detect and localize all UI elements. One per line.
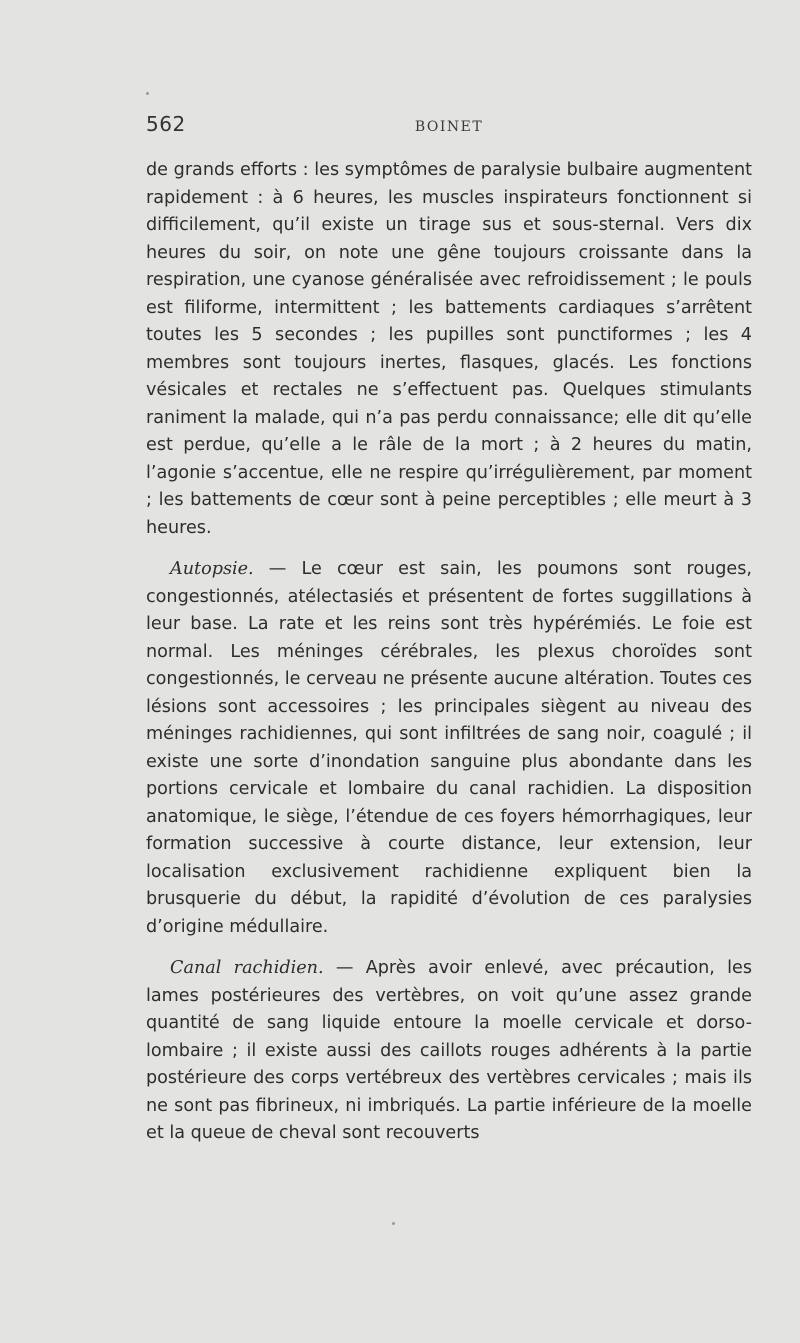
- paragraph-lead-autopsie: Autopsie.: [170, 559, 254, 579]
- page-number: 562: [146, 112, 186, 136]
- paper-speck: [392, 1222, 395, 1225]
- paragraph-text: — Le cœur est sain, les poumons sont rouges, congestionnés, atélectasiés et présentent de fortes suggillations à leur base. La rate et les reins sont très hypérémiés. Le foie est normal. Les méninges cérébrales, les plexus choroïdes sont congestionnés, le cerveau ne présente aucune altération. Toutes ces lésions sont accessoires ; les principales siègent au niveau des méninges rachidiennes, qui sont infiltrées de sang noir, coagulé ; il existe une sorte d’inondation sanguine plus abondante dans les portions cervicale et lombaire du canal rachidien. La disposition anatomique, le siège, l’étendue de ces foyers hémorrhagiques, leur formation successive à courte distance, leur extension, leur localisation exclusivement rachidienne expliquent bien la brusquerie du début, la rapidité d’évolution de ces paralysies d’origine médullaire.: [146, 559, 752, 937]
- paper-speck: [146, 92, 149, 95]
- page-header: [146, 112, 752, 142]
- paragraph-canal-rachidien: [146, 955, 752, 1148]
- body-text: [146, 157, 752, 1148]
- running-head: BOINET: [414, 119, 484, 135]
- paragraph-autopsie: [146, 556, 752, 941]
- paragraph-text: de grands efforts : les symptômes de paralysie bulbaire augmentent rapidement : à 6 heures, les muscles inspirateurs fonctionnent si difficilement, qu’il existe un tirage sus et sous-sternal. Vers dix heures du soir, on note une gêne toujours croissante dans la respiration, une cyanose généralisée avec refroidissement ; le pouls est filiforme, intermittent ; les battements cardiaques s’arrêtent toutes les 5 secondes ; les pupilles sont punctiformes ; les 4 membres sont toujours inertes, flasques, glacés. Les fonctions vésicales et rectales ne s’effectuent pas. Quelques stimulants raniment la malade, qui n’a pas perdu connaissance; elle dit qu’elle est perdue, qu’elle a le râle de la mort ; à 2 heures du matin, l’agonie s’accentue, elle ne respire qu’irrégulièrement, par moment ; les battements de cœur sont à peine perceptibles ; elle meurt à 3 heures.: [146, 160, 752, 538]
- paragraph-continuation: [146, 157, 752, 542]
- paragraph-text: — Après avoir enlevé, avec précaution, les lames postérieures des vertèbres, on voit qu’une assez grande quantité de sang liquide entoure la moelle cervicale et dorso-lombaire ; il existe aussi des caillots rouges adhérents à la partie postérieure des corps vertébreux des vertèbres cervicales ; mais ils ne sont pas fibrineux, ni imbriqués. La partie inférieure de la moelle et la queue de cheval sont recouverts: [146, 958, 752, 1143]
- paragraph-lead-canal-rachidien: Canal rachidien.: [170, 958, 324, 978]
